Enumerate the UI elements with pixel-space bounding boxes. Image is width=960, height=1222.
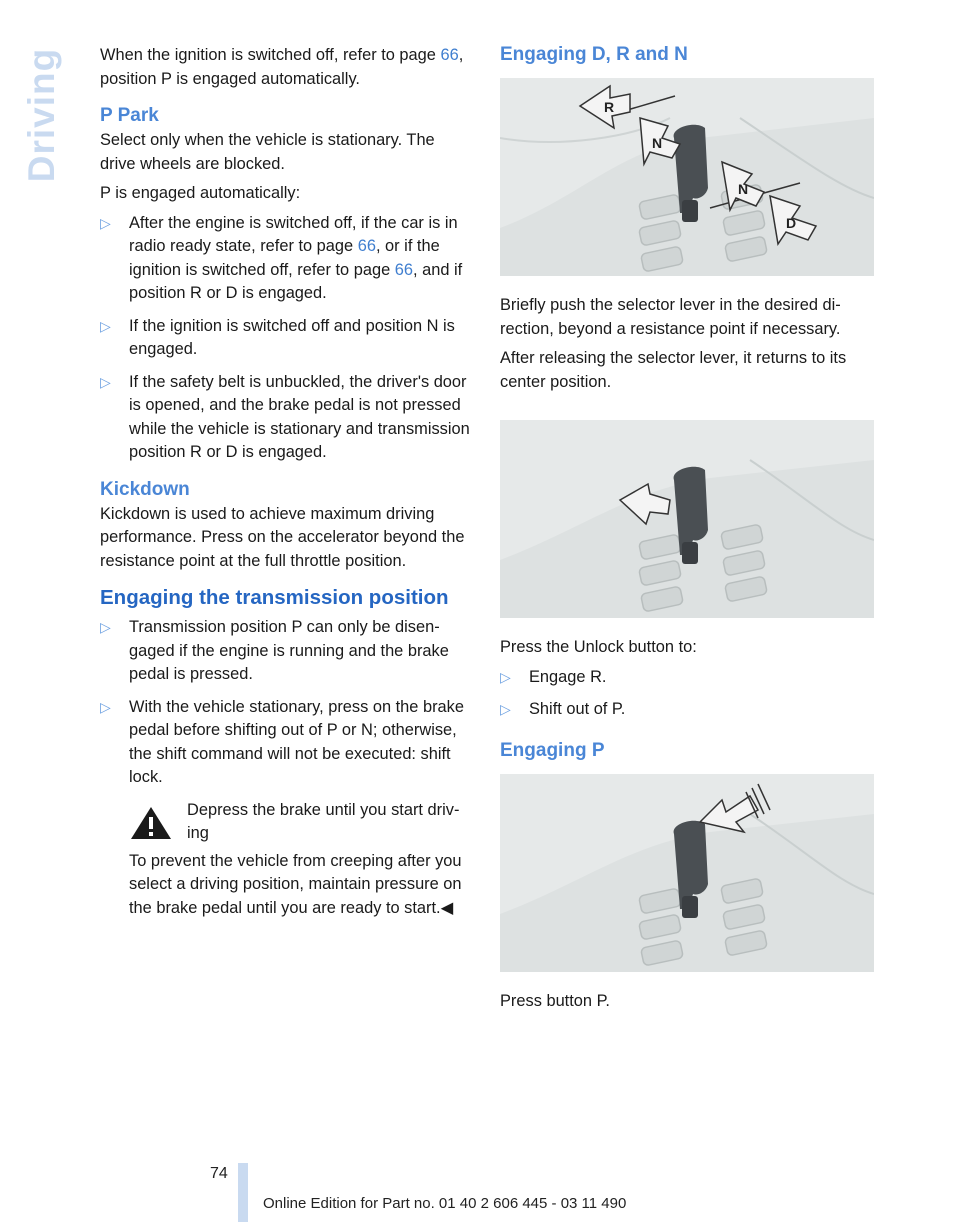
- drn-heading: Engaging D, R and N: [500, 44, 688, 65]
- page-number: 74: [210, 1165, 228, 1182]
- list-item: ▷ If the safety belt is unbuckled, the driver's door is opened, and the brake pedal is not pressed while the vehicle is stationary and transmission position R or D is engaged.: [100, 372, 470, 461]
- warning-note: [129, 799, 472, 846]
- park-heading: P Park: [100, 105, 159, 126]
- park-list: [100, 212, 472, 465]
- page-link[interactable]: 66: [357, 237, 376, 255]
- release-paragraph: After releasing the selector lever, it returns to its center position.: [500, 349, 847, 391]
- list-item: ▷ Shift out of P.: [500, 698, 874, 722]
- unlock-illustration: [500, 420, 874, 618]
- bullet-triangle-icon: ▷: [100, 373, 111, 390]
- warning-text: Depress the brake until you start driving: [187, 800, 460, 842]
- page-link[interactable]: 66: [394, 260, 413, 279]
- footer-bar: [238, 1163, 248, 1222]
- bullet-triangle-icon: ▷: [100, 619, 111, 635]
- park-auto-paragraph: P is engaged automatically:: [100, 184, 301, 202]
- position-label-n: N: [652, 135, 663, 151]
- list-item: ▷ With the vehicle stationary, press on the brake pedal before shifting out of P or N; otherwise, the shift command will not be executed: shift lock.: [100, 697, 464, 786]
- list-item: ▷ Engage R.: [500, 666, 874, 690]
- right-column: [500, 44, 874, 1019]
- bullet-triangle-icon: ▷: [100, 698, 111, 715]
- drn-illustration: [500, 78, 874, 276]
- kickdown-heading: Kickdown: [100, 478, 190, 500]
- position-label-r: R: [604, 99, 615, 115]
- bullet-triangle-icon: ▷: [100, 317, 111, 334]
- page-link[interactable]: 66: [440, 46, 459, 64]
- push-paragraph: Briefly push the selector lever in the desired direction, beyond a resistance point if necessary.: [500, 296, 841, 338]
- list-item: ▷ If the ignition is switched off and position N is engaged.: [100, 316, 455, 358]
- bullet-triangle-icon: ▷: [500, 701, 511, 717]
- list-item: ▷ After the engine is switched off, if the car is in radio ready state, refer to page 66, or if the ignition is switched off, refer to page 66, and if position R or D is engaged.: [100, 213, 463, 302]
- unlock-intro: Press the Unlock button to:: [500, 638, 697, 656]
- bullet-triangle-icon: ▷: [100, 214, 111, 231]
- unlock-list: [500, 666, 874, 722]
- list-item: ▷ Transmission position P can only be disengaged if the engine is running and the brake pedal is pressed.: [100, 618, 449, 683]
- creep-paragraph: To prevent the vehicle from creeping after you select a driving position, maintain pressure on the brake pedal until you are ready to start.◀: [129, 851, 462, 917]
- footer-edition: Online Edition for Part no. 01 40 2 606 445 - 03 11 490: [263, 1195, 627, 1212]
- engaging-list: [100, 616, 472, 790]
- press-button-caption: Press button P.: [500, 991, 610, 1010]
- position-label-d: D: [786, 215, 797, 231]
- engaging-p-heading: Engaging P: [500, 739, 605, 761]
- park-button-illustration: [500, 774, 874, 972]
- park-paragraph: Select only when the vehicle is stationary. The drive wheels are blocked.: [100, 131, 435, 173]
- intro-paragraph: When the ignition is switched off, refer to page 66, position P is engaged automatically.: [100, 46, 464, 88]
- warning-triangle-icon: [129, 805, 173, 841]
- section-tab: [22, 40, 62, 190]
- bullet-triangle-icon: ▷: [500, 668, 511, 685]
- position-label-n: N: [738, 181, 749, 197]
- kickdown-paragraph: Kickdown is used to achieve maximum driving performance. Press on the accelerator beyond the resistance point at the full throttle position.: [100, 504, 465, 570]
- engaging-heading: Engaging the transmission position: [100, 586, 449, 609]
- left-column: [100, 44, 472, 926]
- section-title: Driving: [21, 47, 62, 183]
